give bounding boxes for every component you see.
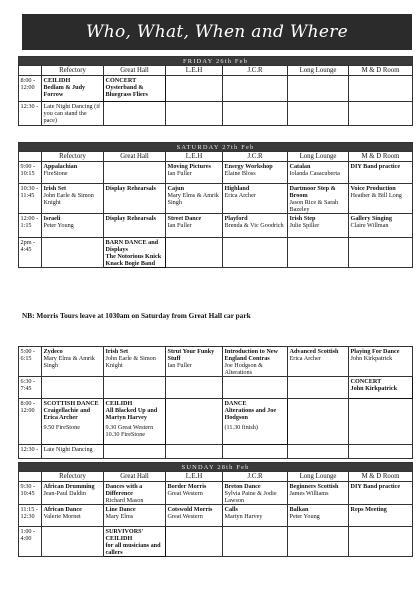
schedule-row	[19, 482, 413, 505]
column-header: M & D Room	[349, 66, 413, 76]
event-subtitle: Valerie Mornet	[43, 512, 81, 520]
event-subtitle: Late Night Dancing (if you can stand the pace)	[43, 102, 101, 124]
event-subtitle: Sylvia Paine & Jodie Lawson	[224, 489, 277, 504]
event-title: Cotswold Morris	[167, 505, 213, 513]
event-title: SCOTTISH DANCE	[43, 399, 99, 407]
event-subtitle: Oysterband & Bluegrass Fliers	[105, 83, 148, 98]
event-cell	[288, 445, 349, 459]
column-header: Long Lounge	[288, 472, 349, 482]
column-header: Long Lounge	[288, 152, 349, 162]
event-subtitle: Mary Elms & Amrik Singh	[43, 354, 95, 369]
schedule-row	[19, 214, 413, 238]
event-cell	[288, 76, 349, 102]
column-header-row	[19, 152, 413, 162]
column-header: J.C.R	[223, 472, 288, 482]
event-cell	[42, 505, 104, 527]
event-title: Line Dance	[105, 505, 136, 513]
event-cell	[104, 505, 166, 527]
time-cell: 8:00 - 12:00	[19, 76, 42, 102]
event-subtitle: Alterations and Joe Hodgson	[224, 406, 277, 421]
schedule-row	[19, 162, 413, 184]
event-cell	[166, 102, 223, 126]
sunday-schedule-table	[18, 462, 413, 557]
event-note: (11.30 finish)	[224, 423, 258, 431]
event-title: Irish Set	[105, 347, 129, 355]
event-subtitle: Peter Young	[289, 512, 320, 520]
event-title: CONCERT	[350, 377, 382, 385]
event-cell	[223, 238, 288, 268]
event-subtitle: John Earle & Simon Knight	[43, 191, 94, 206]
event-subtitle: Erica Archer	[224, 191, 256, 199]
event-cell	[349, 162, 413, 184]
event-title: CONCERT	[105, 76, 137, 84]
event-cell	[288, 482, 349, 505]
event-title: CEILIDH	[43, 76, 71, 84]
event-cell	[223, 445, 288, 459]
event-cell	[166, 445, 223, 459]
event-subtitle: Ian Fuller	[167, 221, 192, 229]
event-subtitle: Great Western	[167, 489, 203, 497]
event-subtitle: John Kirkpatrick	[350, 354, 393, 362]
event-cell	[349, 527, 413, 557]
event-subtitle: Martyn Harvey	[224, 512, 263, 520]
event-title: Dances with a Difference	[105, 482, 143, 497]
day-header-row	[19, 463, 413, 472]
event-cell	[42, 399, 104, 445]
event-cell	[42, 76, 104, 102]
event-title: Street Dance	[167, 214, 202, 222]
schedule-row	[19, 505, 413, 527]
event-title: Catalan	[289, 162, 311, 170]
event-cell	[104, 347, 166, 377]
event-subtitle: for all musicians and callers	[105, 541, 161, 556]
time-cell: 10:30 - 11:45	[19, 184, 42, 214]
event-cell	[42, 238, 104, 268]
event-title: Highland	[224, 184, 250, 192]
event-title: DIY Band practice	[350, 162, 401, 170]
event-cell	[223, 482, 288, 505]
event-title: Introduction to New England Contras	[224, 347, 279, 362]
event-cell	[288, 505, 349, 527]
event-cell	[166, 184, 223, 214]
event-cell	[42, 347, 104, 377]
event-title: Voice Production	[350, 184, 396, 192]
event-title: African Dance	[43, 505, 82, 513]
event-subtitle: Jean-Paul Daldin	[43, 489, 86, 497]
event-title: Irish Step	[289, 214, 316, 222]
event-cell	[223, 184, 288, 214]
event-subtitle: Iolanda Casacuberta	[289, 169, 340, 177]
event-title: Breton Dance	[224, 482, 261, 490]
event-cell	[166, 214, 223, 238]
event-title: Playford	[224, 214, 248, 222]
event-title: Dartmoor Step & Broom	[289, 184, 336, 199]
event-title: African Drumming	[43, 482, 95, 490]
column-header: J.C.R	[223, 66, 288, 76]
event-title: Advanced Scottish	[289, 347, 339, 355]
event-cell	[42, 527, 104, 557]
event-subtitle: James Williams	[289, 489, 329, 497]
column-header: M & D Room	[349, 472, 413, 482]
time-cell: 11:15 - 12:30	[19, 505, 42, 527]
event-subtitle: The Notorious Knick Knack Bogie Band	[105, 252, 162, 267]
time-cell: 12:00 - 1:15	[19, 214, 42, 238]
event-cell	[166, 482, 223, 505]
event-subtitle: Bedlam & Judy Forrow	[43, 83, 86, 98]
event-title: Calls	[224, 505, 238, 513]
event-cell	[349, 445, 413, 459]
schedule-row	[19, 445, 413, 459]
event-subtitle: Mary Elms & Amrik Singh	[167, 191, 219, 206]
event-cell	[349, 347, 413, 377]
column-header: Refectory	[42, 472, 104, 482]
event-subtitle: Peter Young	[43, 221, 74, 229]
event-subtitle: Great Western	[167, 512, 203, 520]
event-cell	[166, 399, 223, 445]
event-cell	[349, 482, 413, 505]
schedule-row	[19, 347, 413, 377]
event-subtitle: Erica Archer	[289, 354, 321, 362]
event-cell	[42, 377, 104, 399]
time-cell: 1:00 - 4:00	[19, 527, 42, 557]
event-cell	[104, 377, 166, 399]
event-subtitle: Richard Mason	[105, 496, 144, 504]
event-cell	[104, 238, 166, 268]
event-subtitle: Brenda & Vic Goodrich	[224, 221, 284, 229]
event-subtitle: John Kirkpatrick	[350, 384, 398, 392]
day-header-row	[19, 57, 413, 66]
event-cell	[223, 214, 288, 238]
time-cell: 8:00 - 12:00	[19, 399, 42, 445]
event-subtitle: Craigellachie and Erica Archer	[43, 406, 91, 421]
event-subtitle: All Blacked Up and Martyn Harvey	[105, 406, 158, 421]
event-cell	[223, 162, 288, 184]
friday-schedule-table	[18, 56, 413, 126]
event-cell	[223, 76, 288, 102]
time-header	[19, 66, 42, 76]
event-title: Display Rehearsals	[105, 214, 156, 222]
column-header: L.E.H	[166, 472, 223, 482]
event-cell	[288, 347, 349, 377]
event-subtitle: Claire Willman	[350, 221, 389, 229]
event-subtitle: Ian Fuller	[167, 361, 192, 369]
event-title: DIY Band practice	[350, 482, 401, 490]
event-cell	[166, 505, 223, 527]
event-cell	[104, 184, 166, 214]
event-cell	[288, 399, 349, 445]
event-cell	[104, 527, 166, 557]
event-title: Cajun	[167, 184, 185, 192]
event-cell	[223, 347, 288, 377]
column-header: Long Lounge	[288, 66, 349, 76]
event-cell	[104, 76, 166, 102]
event-title: Israeli	[43, 214, 61, 222]
event-cell	[166, 162, 223, 184]
event-subtitle: Late Night Dancing	[43, 445, 93, 453]
time-cell: 12:30 -	[19, 102, 42, 126]
event-cell	[349, 399, 413, 445]
event-cell	[288, 162, 349, 184]
event-title: Border Morris	[167, 482, 207, 490]
column-header: M & D Room	[349, 152, 413, 162]
event-title: Balkan	[289, 505, 309, 513]
column-header-row	[19, 472, 413, 482]
column-header: Great Hall	[104, 152, 166, 162]
event-title: Moving Pictures	[167, 162, 211, 170]
event-title: Playing For Dance	[350, 347, 400, 355]
time-header	[19, 472, 42, 482]
event-cell	[288, 377, 349, 399]
event-title: SURVIVORS' CEILIDH	[105, 527, 144, 542]
schedule-row	[19, 377, 413, 399]
event-cell	[42, 102, 104, 126]
event-cell	[42, 482, 104, 505]
event-subtitle: FireStone	[43, 169, 68, 177]
event-cell	[349, 238, 413, 268]
event-title: Display Rehearsals	[105, 184, 156, 192]
time-cell: 5:00 - 6:15	[19, 347, 42, 377]
event-cell	[166, 347, 223, 377]
schedule-row	[19, 527, 413, 557]
event-cell	[42, 445, 104, 459]
schedule-row	[19, 399, 413, 445]
event-title: Strut Your Funky Stuff	[167, 347, 215, 362]
event-subtitle: Heather & Bill Long	[350, 191, 402, 199]
event-title: Irish Set	[43, 184, 67, 192]
event-cell	[104, 162, 166, 184]
schedule-row	[19, 102, 413, 126]
event-cell	[349, 377, 413, 399]
column-header-row	[19, 66, 413, 76]
event-cell	[42, 162, 104, 184]
event-title: Beginners Scottish	[289, 482, 339, 490]
time-cell: 9:00 - 10:15	[19, 162, 42, 184]
event-cell	[223, 399, 288, 445]
event-cell	[288, 527, 349, 557]
column-header: L.E.H	[166, 152, 223, 162]
event-cell	[166, 377, 223, 399]
event-title: Zydeco	[43, 347, 63, 355]
column-header: L.E.H	[166, 66, 223, 76]
event-cell	[104, 399, 166, 445]
event-cell	[288, 238, 349, 268]
event-cell	[104, 445, 166, 459]
day-header-row	[19, 143, 413, 152]
event-cell	[104, 482, 166, 505]
event-title: BARN DANCE and Displays	[105, 238, 159, 253]
event-cell	[288, 214, 349, 238]
event-cell	[223, 505, 288, 527]
event-cell	[349, 184, 413, 214]
schedule-row	[19, 184, 413, 214]
event-cell	[104, 214, 166, 238]
column-header: Refectory	[42, 152, 104, 162]
morris-tours-note: NB: Morris Tours leave at 1030am on Saturday from Great Hall car park	[22, 311, 251, 320]
event-subtitle: Elaine Bloss	[224, 169, 256, 177]
schedule-row	[19, 76, 413, 102]
event-note: 9.30 Great Western 10.30 FireStone	[105, 423, 154, 438]
time-cell: 2pm - 4:45	[19, 238, 42, 268]
day-label: FRIDAY 26th Feb	[19, 57, 413, 66]
event-cell	[223, 377, 288, 399]
day-label: SATURDAY 27th Feb	[19, 143, 413, 152]
event-subtitle: Jason Rice & Sarah Bazeley	[289, 198, 339, 213]
column-header: Refectory	[42, 66, 104, 76]
event-subtitle: John Earle & Simon Knight	[105, 354, 156, 369]
page-title: Who, What, When and Where	[22, 14, 412, 50]
column-header: J.C.R	[223, 152, 288, 162]
event-cell	[349, 214, 413, 238]
event-cell	[288, 184, 349, 214]
event-cell	[288, 102, 349, 126]
event-title: Gallery Singing	[350, 214, 392, 222]
column-header: Great Hall	[104, 472, 166, 482]
event-note: 9.50 FireStone	[43, 423, 80, 431]
saturday-evening-schedule-table	[18, 346, 413, 459]
schedule-row	[19, 238, 413, 268]
day-label: SUNDAY 28th Feb	[19, 463, 413, 472]
time-cell: 12:30 -	[19, 445, 42, 459]
time-cell: 9:30 - 10:45	[19, 482, 42, 505]
event-cell	[349, 505, 413, 527]
event-cell	[42, 214, 104, 238]
saturday-schedule-table	[18, 142, 413, 268]
event-cell	[166, 527, 223, 557]
event-title: Appalachian	[43, 162, 78, 170]
event-cell	[42, 184, 104, 214]
event-title: CEILIDH	[105, 399, 133, 407]
event-cell	[166, 238, 223, 268]
event-subtitle: Ian Fuller	[167, 169, 192, 177]
event-cell	[166, 76, 223, 102]
column-header: Great Hall	[104, 66, 166, 76]
event-subtitle: Joe Hodgson & Alterations	[224, 361, 263, 376]
event-cell	[349, 76, 413, 102]
event-cell	[223, 102, 288, 126]
event-cell	[104, 102, 166, 126]
event-title: Energy Workshop	[224, 162, 273, 170]
time-cell: 6:30 - 7:45	[19, 377, 42, 399]
time-header	[19, 152, 42, 162]
event-cell	[349, 102, 413, 126]
event-title: DANCE	[224, 399, 247, 407]
event-subtitle: Mary Elms	[105, 512, 134, 520]
event-cell	[223, 527, 288, 557]
event-subtitle: Julie Spiller	[289, 221, 320, 229]
event-title: Reps Meeting	[350, 505, 387, 513]
